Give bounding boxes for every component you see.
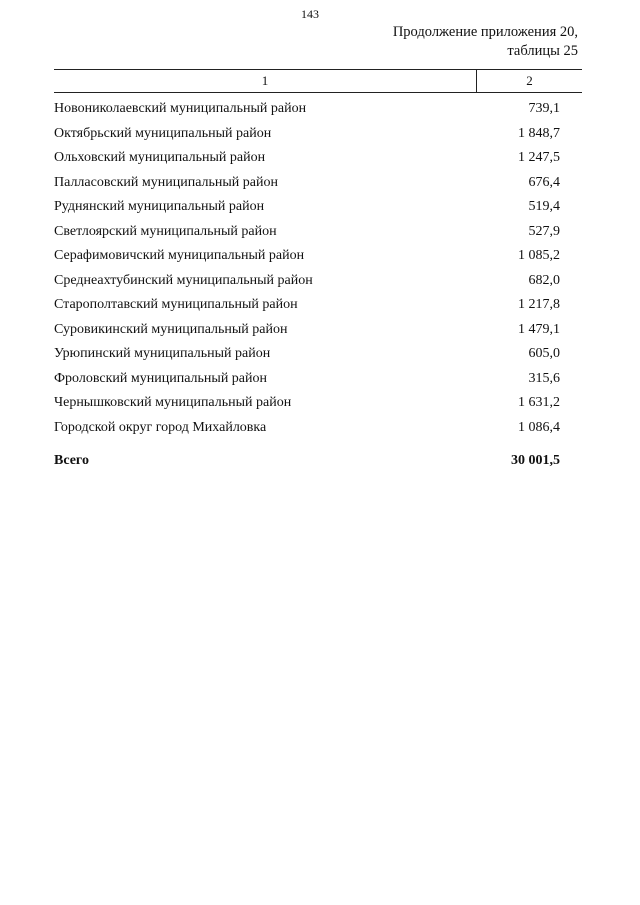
- page-number: 143: [301, 7, 319, 21]
- table-row: [54, 367, 582, 392]
- continuation-line-1: Продолжение приложения 20,: [392, 24, 578, 40]
- district-value: 739,1: [528, 101, 560, 117]
- district-name: Урюпинский муниципальный район: [54, 346, 271, 362]
- district-name: Палласовский муниципальный район: [54, 174, 278, 190]
- district-name: Чернышковский муниципальный район: [54, 395, 292, 411]
- table-row: [54, 220, 582, 245]
- total-value: 30 001,5: [511, 453, 560, 468]
- continuation-note: [393, 23, 578, 61]
- total-row: [54, 450, 582, 472]
- data-table: [54, 69, 582, 472]
- table-row: [54, 416, 582, 441]
- table-row: [54, 318, 582, 343]
- district-value: 1 479,1: [518, 321, 560, 337]
- table-row: [54, 97, 582, 122]
- district-value: 519,4: [528, 199, 560, 215]
- district-value: 1 085,2: [518, 248, 560, 264]
- table-header-row: [54, 69, 582, 93]
- table-row: [54, 342, 582, 367]
- table-row: [54, 146, 582, 171]
- district-value: 605,0: [528, 346, 560, 362]
- district-value: 676,4: [528, 174, 560, 190]
- district-name: Октябрьский муниципальный район: [54, 125, 272, 141]
- district-value: 682,0: [528, 272, 560, 288]
- table-row: [54, 293, 582, 318]
- district-name: Среднеахтубинский муниципальный район: [54, 272, 313, 288]
- district-name: Городской округ город Михайловка: [54, 419, 267, 435]
- district-name: Ольховский муниципальный район: [54, 150, 266, 166]
- column-header-2: 2: [476, 70, 582, 92]
- table-row: [54, 171, 582, 196]
- district-name: Старополтавский муниципальный район: [54, 297, 298, 313]
- table-row: [54, 391, 582, 416]
- district-value: 1 631,2: [518, 395, 560, 411]
- table-body: [54, 97, 582, 440]
- district-name: Фроловский муниципальный район: [54, 370, 268, 386]
- district-name: Новониколаевский муниципальный район: [54, 101, 307, 117]
- district-value: 315,6: [528, 370, 560, 386]
- table-row: [54, 122, 582, 147]
- continuation-line-2: таблицы 25: [507, 43, 578, 59]
- district-name: Серафимовичский муниципальный район: [54, 248, 305, 264]
- district-value: 1 086,4: [518, 419, 560, 435]
- column-header-1: 1: [261, 73, 269, 88]
- district-value: 527,9: [528, 223, 560, 239]
- district-value: 1 247,5: [518, 150, 560, 166]
- table-row: [54, 244, 582, 269]
- district-name: Суровикинский муниципальный район: [54, 321, 288, 337]
- district-name: Руднянский муниципальный район: [54, 199, 265, 215]
- district-value: 1 848,7: [518, 125, 560, 141]
- total-label: Всего: [54, 453, 89, 468]
- district-value: 1 217,8: [518, 297, 560, 313]
- district-name: Светлоярский муниципальный район: [54, 223, 277, 239]
- table-row: [54, 195, 582, 220]
- table-row: [54, 269, 582, 294]
